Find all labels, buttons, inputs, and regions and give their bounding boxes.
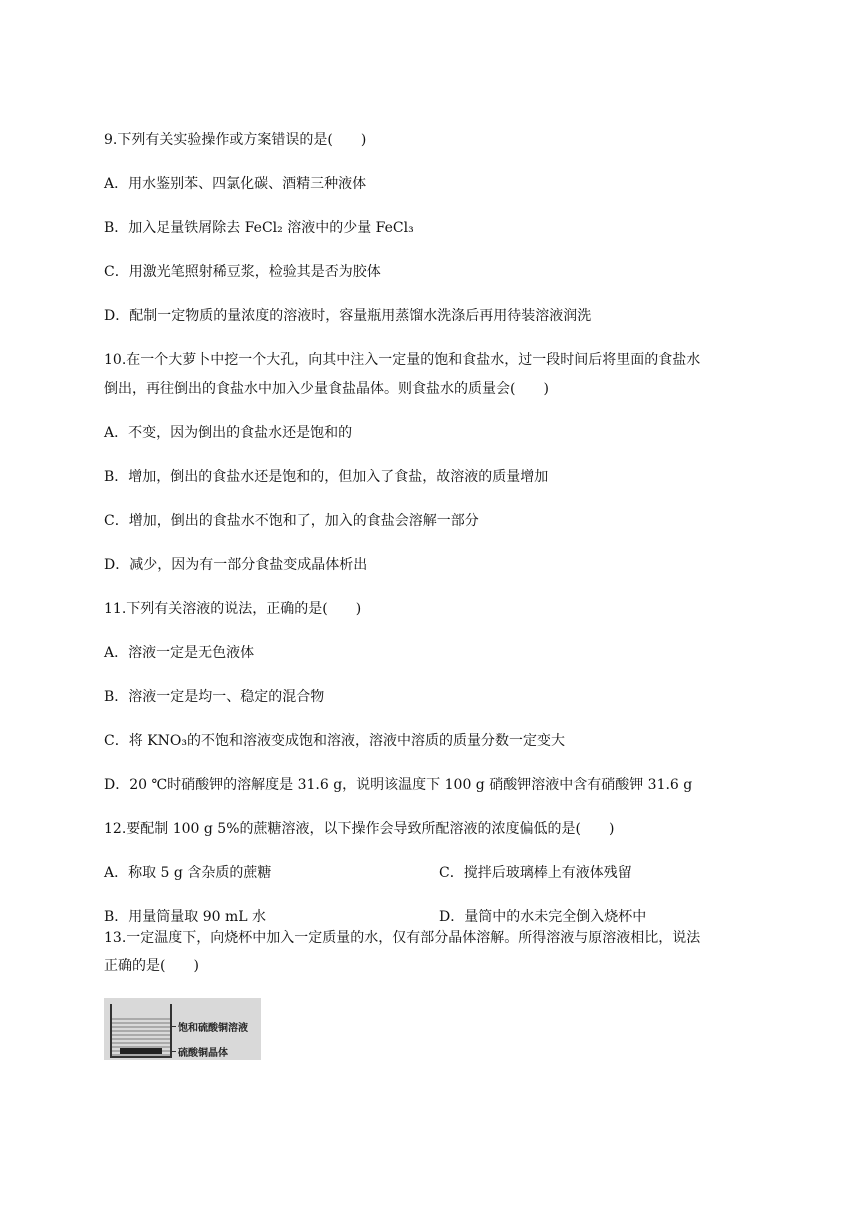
beaker-icon [110,1004,172,1058]
q12-option-b: B．用量筒量取 90 mL 水 [104,909,267,925]
q10-option-c: C．增加，倒出的食盐水不饱和了，加入的食盐会溶解一部分 [104,513,479,529]
solution-leader-line [170,1026,176,1027]
q13-stem-line1: 13.一定温度下，向烧杯中加入一定质量的水，仅有部分晶体溶解。所得溶液与原溶液相比，说法 [104,930,701,946]
q9-option-c: C．用激光笔照射稀豆浆，检验其是否为胶体 [104,264,381,280]
beaker-figure [104,998,261,1060]
solution-label: 饱和硫酸铜溶液 [178,1023,248,1034]
q9-stem: 9.下列有关实验操作或方案错误的是( ) [104,132,367,148]
q12-stem: 12.要配制 100 g 5%的蔗糖溶液，以下操作会导致所配溶液的浓度偏低的是( ) [104,821,615,837]
q11-option-c: C．将 KNO₃的不饱和溶液变成饱和溶液，溶液中溶质的质量分数一定变大 [104,733,565,749]
q13-stem-line2: 正确的是( ) [104,958,199,974]
q10-option-a: A．不变，因为倒出的食盐水还是饱和的 [104,425,353,441]
crystal-leader-line [170,1051,176,1052]
q10-option-b: B．增加，倒出的食盐水还是饱和的，但加入了食盐，故溶液的质量增加 [104,469,549,485]
q9-option-d: D．配制一定物质的量浓度的溶液时，容量瓶用蒸馏水洗涤后再用待装溶液润洗 [104,308,592,324]
q10-stem-line1: 10.在一个大萝卜中挖一个大孔，向其中注入一定量的饱和食盐水，过一段时间后将里面的食盐水 [104,352,701,368]
q12-option-c: C．搅拌后玻璃棒上有液体残留 [439,865,632,881]
q11-option-b: B．溶液一定是均一、稳定的混合物 [104,689,325,705]
q12-option-a: A．称取 5 g 含杂质的蔗糖 [104,865,272,881]
q10-stem-line2: 倒出，再往倒出的食盐水中加入少量食盐晶体。则食盐水的质量会( ) [104,381,549,397]
crystal-label: 硫酸铜晶体 [178,1048,228,1059]
q12-option-d: D．量筒中的水未完全倒入烧杯中 [439,909,647,925]
q10-option-d: D．减少，因为有一部分食盐变成晶体析出 [104,557,368,573]
q9-option-a: A．用水鉴别苯、四氯化碳、酒精三种液体 [104,176,367,192]
q11-stem: 11.下列有关溶液的说法，正确的是( ) [104,601,362,617]
q11-option-a: A．溶液一定是无色液体 [104,645,255,661]
q11-option-d: D．20 ℃时硝酸钾的溶解度是 31.6 g，说明该温度下 100 g 硝酸钾溶液中含有硝酸钾 31.6 g [104,777,693,793]
q9-option-b: B．加入足量铁屑除去 FeCl₂ 溶液中的少量 FeCl₃ [104,220,414,236]
crystal-layer [120,1048,162,1054]
